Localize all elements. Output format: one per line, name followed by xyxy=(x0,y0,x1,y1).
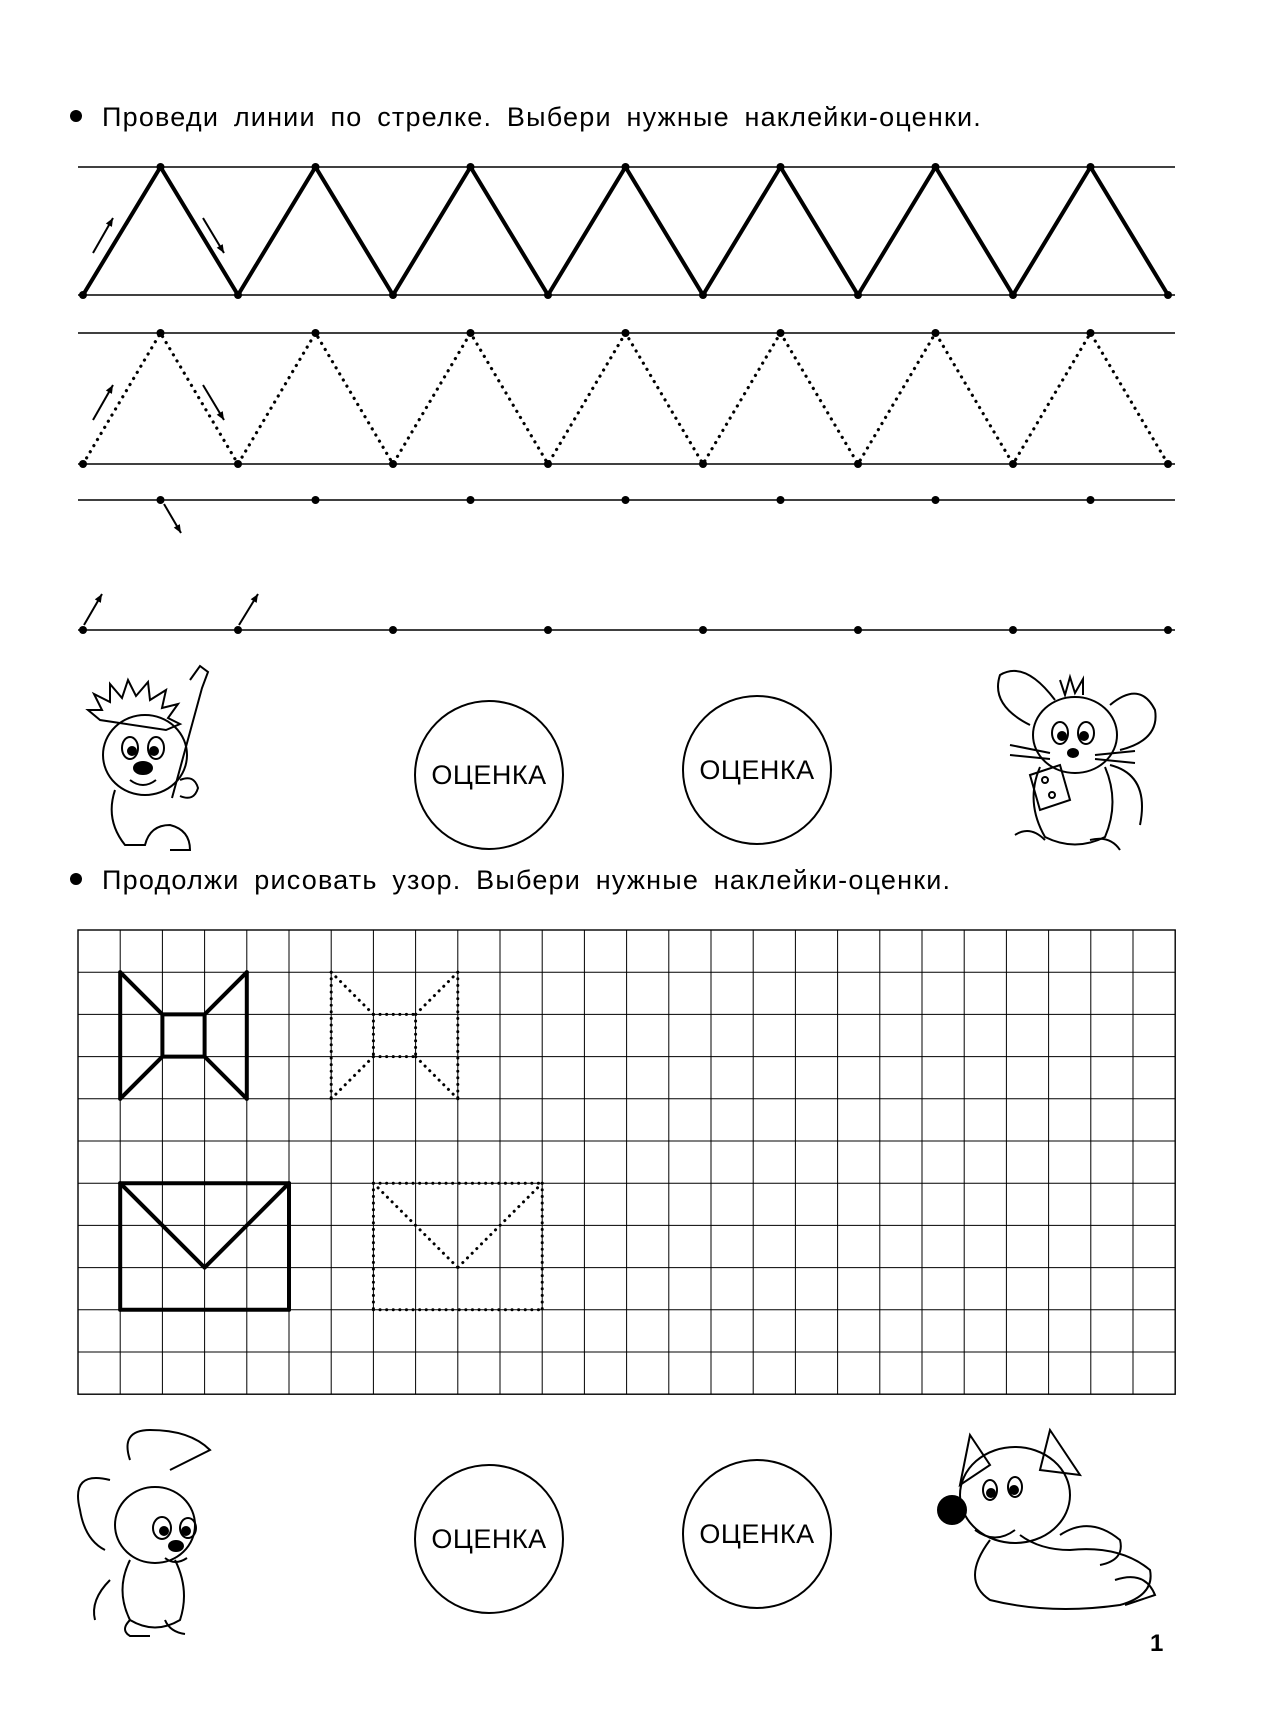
point xyxy=(1087,163,1095,171)
point xyxy=(777,163,785,171)
task-1-text: Проведи линии по стрелке. Выбери нужные наклейки-оценки. xyxy=(102,102,982,132)
point xyxy=(1164,291,1172,299)
grade-label: ОЦЕНКА xyxy=(699,754,815,785)
point xyxy=(1009,626,1017,634)
hedgehog-illustration xyxy=(70,660,220,860)
tracing-rows xyxy=(78,163,1175,634)
point xyxy=(234,460,242,468)
mouse-illustration xyxy=(990,655,1160,870)
bunny-illustration xyxy=(70,1420,230,1640)
task-2-instruction xyxy=(70,865,951,896)
point xyxy=(157,329,165,337)
page-number: 1 xyxy=(1150,1630,1164,1657)
grade-sticker-circle[interactable] xyxy=(414,700,564,850)
bullet-icon xyxy=(70,873,82,885)
grade-sticker-circle[interactable] xyxy=(682,1459,832,1609)
task-1-instruction xyxy=(70,102,982,133)
point xyxy=(699,291,707,299)
grade-sticker-circle[interactable] xyxy=(682,695,832,845)
point xyxy=(932,163,940,171)
point xyxy=(544,460,552,468)
task-2-text: Продолжи рисовать узор. Выбери нужные наклейки-оценки. xyxy=(102,865,952,895)
dotted-zigzag xyxy=(83,333,1168,464)
point xyxy=(777,496,785,504)
solid-zigzag xyxy=(83,167,1168,295)
point xyxy=(1087,496,1095,504)
point xyxy=(544,626,552,634)
puppy-illustration xyxy=(930,1415,1170,1625)
point xyxy=(777,329,785,337)
point xyxy=(622,329,630,337)
point xyxy=(1164,460,1172,468)
point xyxy=(932,329,940,337)
grade-label: ОЦЕНКА xyxy=(431,1523,547,1554)
grade-sticker-circle[interactable] xyxy=(414,1464,564,1614)
point xyxy=(699,460,707,468)
point xyxy=(157,496,165,504)
point xyxy=(622,496,630,504)
point xyxy=(312,329,320,337)
point xyxy=(312,163,320,171)
point xyxy=(467,496,475,504)
point xyxy=(389,626,397,634)
grade-label: ОЦЕНКА xyxy=(699,1518,815,1549)
point xyxy=(234,291,242,299)
point xyxy=(234,626,242,634)
point xyxy=(157,163,165,171)
point xyxy=(1009,291,1017,299)
point xyxy=(467,163,475,171)
point xyxy=(79,626,87,634)
point xyxy=(854,626,862,634)
point xyxy=(932,496,940,504)
point xyxy=(622,163,630,171)
bullet-icon xyxy=(70,110,82,122)
point xyxy=(1164,626,1172,634)
pattern-grid xyxy=(78,930,1175,1394)
point xyxy=(79,291,87,299)
point xyxy=(854,460,862,468)
point xyxy=(544,291,552,299)
point xyxy=(1087,329,1095,337)
point xyxy=(854,291,862,299)
point xyxy=(312,496,320,504)
point xyxy=(389,291,397,299)
point xyxy=(699,626,707,634)
point xyxy=(79,460,87,468)
point xyxy=(1009,460,1017,468)
point xyxy=(389,460,397,468)
grade-label: ОЦЕНКА xyxy=(431,759,547,790)
point xyxy=(467,329,475,337)
